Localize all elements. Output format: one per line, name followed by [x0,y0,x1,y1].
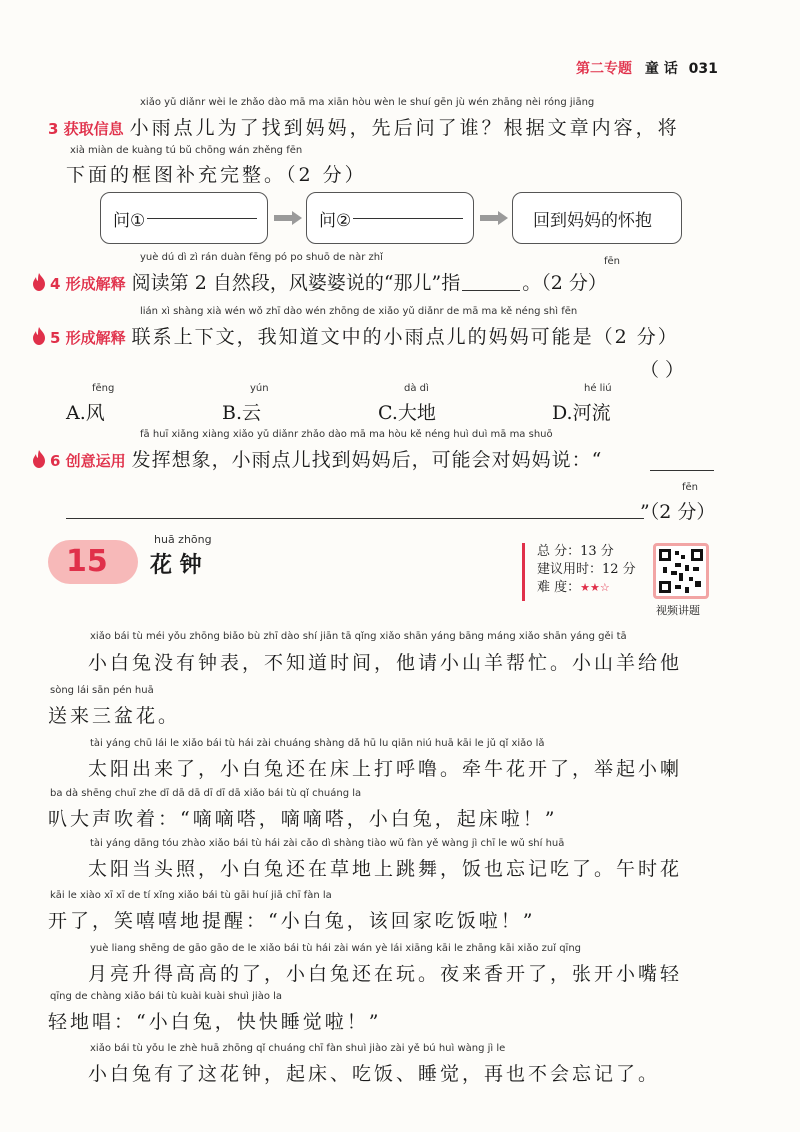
option-c-pinyin: dà dì [404,383,429,394]
q3-line-1 [48,113,680,140]
flow-box-3-label: 回到妈妈的怀抱 [533,210,652,231]
story-line-1: 小白兔没有钟表，不知道时间，他请小山羊帮忙。小山羊给他 [88,652,683,674]
qr-code[interactable] [653,543,709,599]
section-label: 第二专题 [576,61,632,77]
story-pinyin-8: qīng de chàng xiǎo bái tù kuài kuài shuì jiào la [50,991,283,1002]
flow-box-3 [512,192,682,244]
q5-label: 5 形成解释 [50,329,126,347]
option-d[interactable]: D.河流 [552,402,611,424]
flow-box-2-label: 问② [319,210,352,231]
flow-box-2 [306,192,474,244]
q6-line [32,445,602,472]
q6-pinyin: fā huī xiǎng xiàng xiǎo yǔ diǎnr zhǎo dào mā ma hòu kě néng huì duì mā ma shuō [140,429,553,440]
q6-end: ”（2 分） [640,501,716,523]
story-line-5: 太阳当头照，小白兔还在草地上跳舞，饭也忘记吃了。午时花 [88,858,683,880]
difficulty-stars-icon: ★★☆ [580,581,610,594]
header-title: 童 话 [644,61,678,77]
flow-box-1-blank[interactable] [147,218,257,219]
option-a[interactable]: A.风 [66,402,105,424]
flow-box-1-label: 问① [113,210,146,231]
q4-pinyin-fen: fēn [604,256,621,267]
q6-label: 6 创意运用 [50,452,126,470]
q4-text-b: 。（2 分） [522,272,607,294]
q4-label: 4 形成解释 [50,275,126,293]
lesson-number-badge [48,540,138,584]
lesson-meta-box [522,543,650,601]
q4-blank[interactable] [462,290,520,291]
story-line-3: 太阳出来了，小白兔还在床上打呼噜。牵牛花开了，举起小喇 [88,758,683,780]
meta-total-score: 总 分：13 分 [537,544,614,559]
option-a-pinyin: fēng [92,383,115,394]
q3-pinyin-2: xià miàn de kuàng tú bǔ chōng wán zhěng fēn [70,145,303,156]
page-number: 031 [688,61,718,77]
story-line-2: 送来三盆花。 [48,705,181,727]
page-header [576,58,718,78]
q5-text: 联系上下文，我知道文中的小雨点儿的妈妈可能是（2 分） [131,326,679,348]
option-b-pinyin: yún [250,383,269,394]
flow-box-2-blank[interactable] [353,218,463,219]
q4-pinyin: yuè dú dì zì rán duàn fēng pó po shuō de nàr zhǐ [140,252,383,263]
qr-code-icon [659,549,703,593]
q6-answer-line-2[interactable] [66,518,644,519]
flame-icon [32,327,46,345]
story-pinyin-3: tài yáng chū lái le xiǎo bái tù hái zài chuáng shàng dǎ hū lu qiān niú huā kāi le jǔ qǐ xiǎo lǎ [90,738,545,749]
lesson-title: 花 钟 [150,553,202,578]
q3-label: 3 获取信息 [48,120,124,138]
option-d-pinyin: hé liú [584,383,612,394]
story-pinyin-6: kāi le xiào xī xī de tí xǐng xiǎo bái tù gāi huí jiā chī fàn la [50,890,332,901]
flow-arrow-2-icon [480,211,508,225]
story-line-4: 叭大声吹着：“嘀嘀嗒，嘀嘀嗒，小白兔，起床啦！” [48,808,558,830]
q5-line [32,322,679,349]
option-b[interactable]: B.云 [222,402,262,424]
q6-pinyin-fen: fēn [682,482,699,493]
q5-pinyin: lián xì shàng xià wén wǒ zhī dào wén zhōng de xiǎo yǔ diǎnr de mā ma kě néng shì fēn [140,306,578,317]
q5-answer-paren[interactable]: （ ） [640,359,685,381]
story-line-8: 轻地唱：“小白兔，快快睡觉啦！” [48,1011,382,1033]
story-pinyin-2: sòng lái sān pén huā [50,685,154,696]
story-line-6: 开了，笑嘻嘻地提醒：“小白兔，该回家吃饭啦！” [48,910,536,932]
flame-icon [32,450,46,468]
story-pinyin-7: yuè liang shēng de gāo gāo de le xiǎo bái tù hái zài wán yè lái xiāng kāi le zhāng kāi xiǎo zuǐ qīng [90,943,582,954]
meta-suggested-time: 建议用时：12 分 [537,562,636,577]
story-pinyin-1: xiǎo bái tù méi yǒu zhōng biǎo bù zhī dào shí jiān tā qǐng xiǎo shān yáng bāng máng xiǎo shān yáng gěi tā [90,631,627,642]
option-c[interactable]: C.大地 [378,402,436,424]
q6-text: 发挥想象，小雨点儿找到妈妈后，可能会对妈妈说：“ [131,449,603,471]
story-pinyin-5: tài yáng dāng tóu zhào xiǎo bái tù hái zài cǎo dì shàng tiào wǔ fàn yě wàng jì chī le wǔ shí huā [90,838,565,849]
q3-text-1: 小雨点儿为了找到妈妈，先后问了谁？根据文章内容，将 [129,117,680,139]
story-line-9: 小白兔有了这花钟，起床、吃饭、睡觉，再也不会忘记了。 [88,1063,661,1085]
flow-box-1 [100,192,268,244]
story-pinyin-9: xiǎo bái tù yǒu le zhè huā zhōng qǐ chuáng chī fàn shuì jiào zài yě bú huì wàng jì le [90,1043,506,1054]
q4-text-a: 阅读第 2 自然段，风婆婆说的“那儿”指 [131,272,461,294]
q3-pinyin-1: xiǎo yǔ diǎnr wèi le zhǎo dào mā ma xiān hòu wèn le shuí gēn jù wén zhāng nèi róng jiāng [140,97,595,108]
lesson-number: 15 [66,544,108,579]
meta-difficulty [537,579,650,597]
flow-arrow-1-icon [274,211,302,225]
story-line-7: 月亮升得高高的了，小白兔还在玩。夜来香开了，张开小嘴轻 [88,963,683,985]
lesson-title-pinyin: huā zhōng [154,533,212,546]
q6-answer-line-1[interactable] [650,470,714,471]
q3-text-2: 下面的框图补充完整。（2 分） [66,164,367,186]
qr-caption: 视频讲题 [656,604,700,617]
flame-icon [32,273,46,291]
story-pinyin-4: ba dà shēng chuī zhe dī dā dā dī dī dā xiǎo bái tù qǐ chuáng la [50,788,362,799]
q4-line [32,268,607,295]
meta-difficulty-label: 难 度： [537,580,581,595]
